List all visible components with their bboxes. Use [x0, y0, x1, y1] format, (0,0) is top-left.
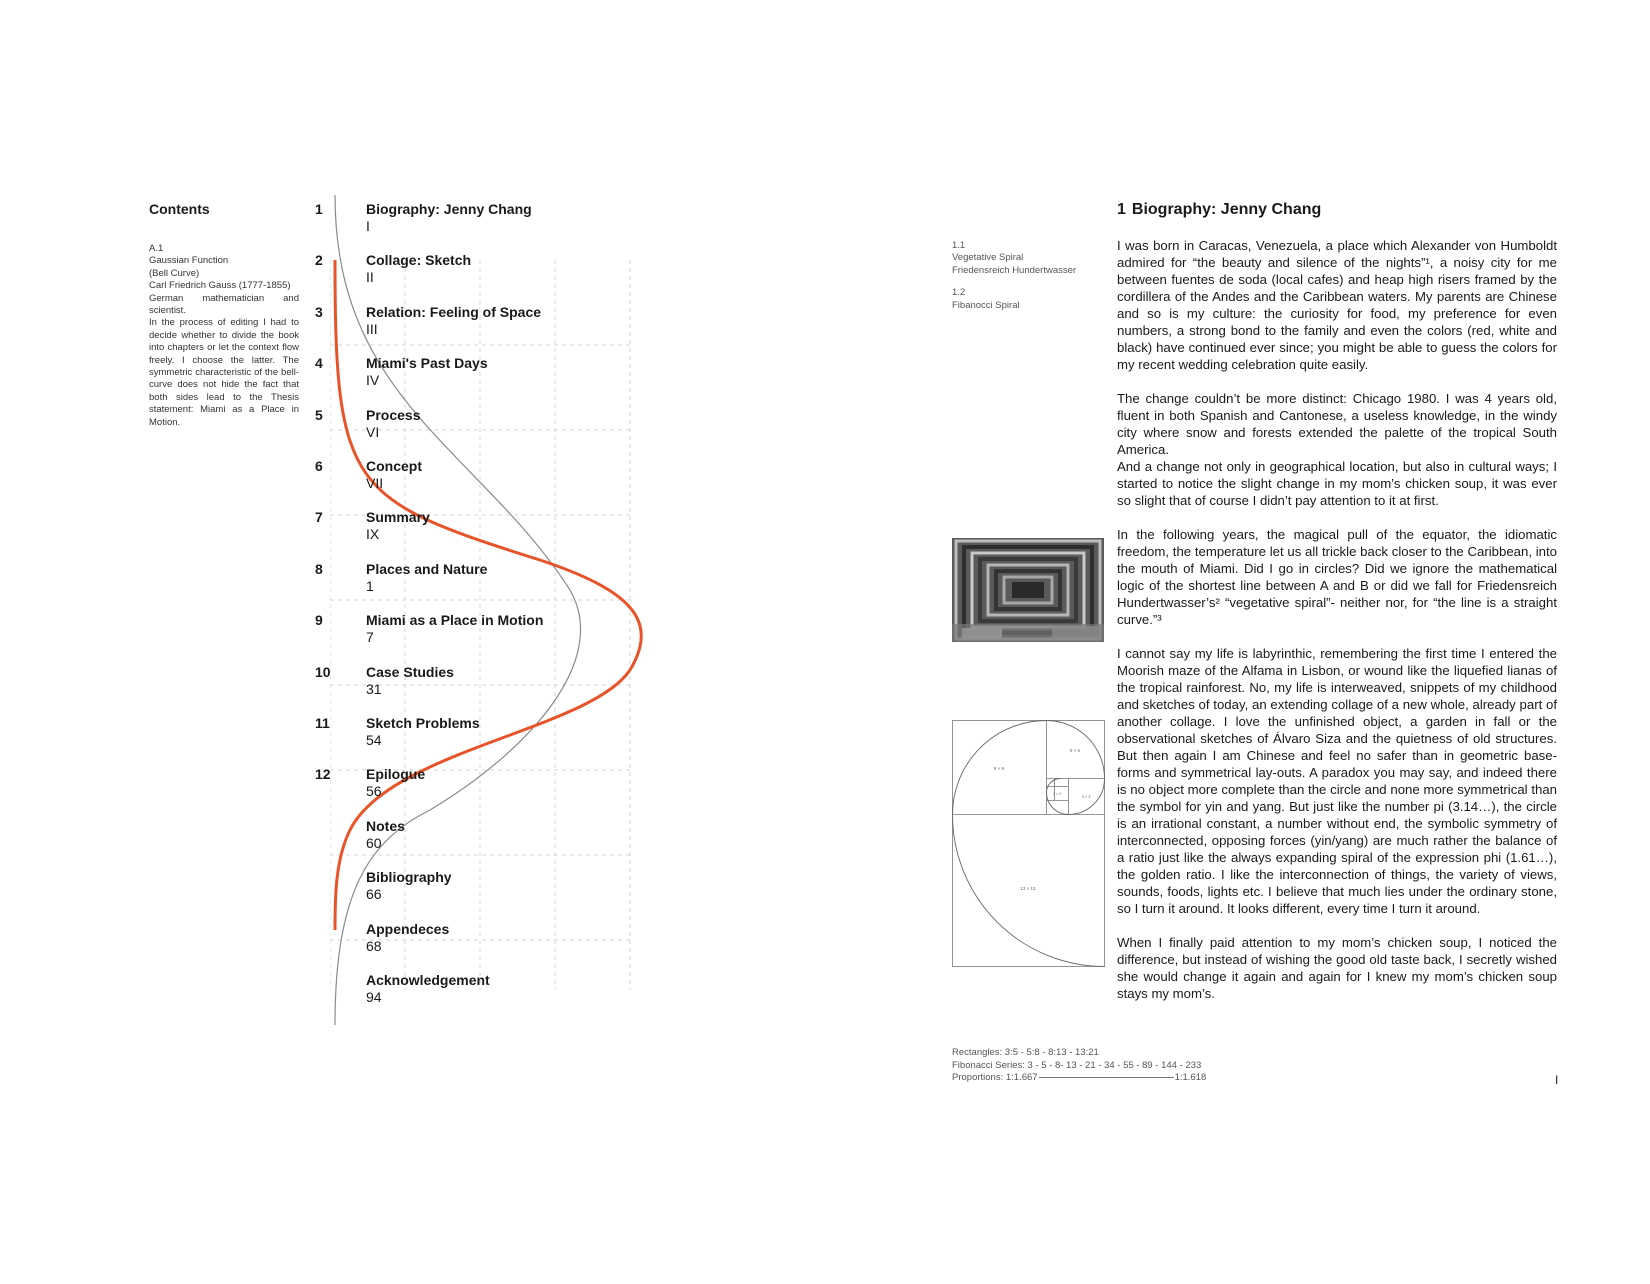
- paragraph: And a change not only in geographical location, but also in cultural ways; I started to notice the slight change in my mom’s chicken soup, it was ever so slight that of course I didn’t pay attention to it at first.: [1117, 459, 1557, 508]
- side-note-description: German mathematician and scientist.: [149, 292, 299, 317]
- toc-entry[interactable]: [0, 612, 825, 652]
- toc-entry[interactable]: [0, 201, 825, 241]
- paragraph: I cannot say my life is labyrinthic, remembering the first time I entered the Moorish maze of the Alfama in Lisbon, or wound like the liquefied lianas of the tropical rainforest. No, my life is interweaved, snippets of my childhood and sketches of today, an extending collage of a new whole, already part of another collage. I love the unfinished object, a garden in fall or the observational sketches of Álvaro Siza and the quietness of old structures. But then again I am Chinese and feel no safer than in geometric base-forms and symmetrical lay-outs. A paradox you may say, and indeed there is no object more complete than the circle and none more symmetrical than the symbol for yin and yang. But just like the number pi (3.14…), the circle is an irrational constant, a number without end, the symbolic symmetry of interconnected, opposing forces (yin/yang) are much rather the balance of a ratio just like the always expanding spiral of the expression phi (1.61…), the golden ratio. I like the interconnection of things, the variety of views, sounds, foods, lights etc. I believe that much lies under the ordinary stone, so I turn it around. It looks different, every time I turn it around.: [1117, 646, 1557, 916]
- toc-entry[interactable]: [0, 715, 825, 755]
- toc-title: Biography: Jenny Chang: [366, 201, 532, 217]
- toc-number: 3: [315, 303, 323, 320]
- proportions-end: 1:1.618: [1174, 1072, 1207, 1084]
- fib-label-3: 3 × 3: [1081, 794, 1091, 799]
- right-page: [825, 0, 1650, 1284]
- caption-code: 1.1: [952, 240, 966, 251]
- toc-number: 7: [315, 509, 323, 526]
- toc-title: Sketch Problems: [366, 715, 480, 731]
- toc-entry[interactable]: [0, 972, 825, 1012]
- toc-number: 4: [315, 355, 323, 372]
- toc-entry[interactable]: [0, 561, 825, 601]
- caption-line: Fibanocci Spiral: [952, 299, 1020, 311]
- toc-title: Concept: [366, 458, 422, 474]
- toc-entry[interactable]: [0, 304, 825, 344]
- series-note: Fibonacci Series: 3 - 5 - 8- 13 - 21 - 34 - 55 - 89 - 144 - 233: [952, 1059, 1202, 1071]
- toc-page-number: 1: [366, 577, 374, 594]
- side-note-person: Carl Friedrich Gauss (1777-1855): [149, 280, 291, 292]
- toc-number: 12: [315, 766, 331, 783]
- toc-number: 5: [315, 406, 323, 423]
- toc-entry[interactable]: [0, 509, 825, 549]
- toc-page-number: III: [366, 320, 378, 337]
- chapter-heading: [1117, 201, 1321, 219]
- toc-page-number: IX: [366, 526, 380, 543]
- toc-entry[interactable]: [0, 355, 825, 395]
- toc-page-number: VII: [366, 475, 384, 491]
- side-note-code: A.1: [149, 243, 164, 254]
- toc-entry[interactable]: [0, 252, 825, 292]
- toc-page-number: II: [366, 269, 374, 286]
- caption-line: Friedensreich Hundertwasser: [952, 264, 1077, 276]
- toc-entry[interactable]: [0, 458, 825, 498]
- toc-title: Notes: [366, 817, 405, 834]
- fib-label-2: 2 × 2: [1053, 792, 1061, 796]
- page-number: I: [1555, 1073, 1559, 1087]
- toc-number: 2: [315, 252, 323, 269]
- toc-title: Miami as a Place in Motion: [366, 612, 544, 629]
- caption-code: 1.2: [952, 287, 966, 299]
- toc-title: Summary: [366, 509, 430, 526]
- figure-caption-1-2: [952, 287, 1102, 312]
- toc-page-number: IV: [366, 372, 380, 389]
- figure-caption-1-1: [952, 240, 1102, 277]
- toc-title: Epilogue: [366, 766, 426, 783]
- fibonacci-footer-notes: [952, 1047, 1206, 1085]
- side-note-alt-name: (Bell Curve): [149, 267, 200, 279]
- toc-page-number: I: [366, 218, 370, 234]
- paragraph: I was born in Caracas, Venezuela, a place which Alexander von Humboldt admired for “the beauty and silence of the nights”¹, a noisy city for me between fuentes de soda (local cafes) and heap high risers framed by the cordillera of the Andes and the Caribbean waters. My parents are Chinese and so is my culture: the curiosity for food, my preference for even numbers, a strong bond to the family and even the colors (red, white and black) have continued ever since; you might be able to guess the colors for my recent wedding celebration quite easily.: [1117, 238, 1557, 372]
- toc-number: 8: [315, 560, 323, 577]
- toc-title: Bibliography: [366, 869, 452, 886]
- toc-entry[interactable]: [0, 664, 825, 704]
- toc-title: Places and Nature: [366, 560, 488, 577]
- toc-page-number: 56: [366, 783, 382, 800]
- toc-entry[interactable]: [0, 766, 825, 806]
- toc-entry[interactable]: [0, 921, 825, 961]
- fib-label-8: 8 × 8: [993, 766, 1005, 771]
- fibonacci-spiral-diagram: [952, 720, 1105, 967]
- paragraph: When I finally paid attention to my mom’s chicken soup, I noticed the difference, but instead of wishing the good old taste back, I secretly wished she would change it again and again for I knew my mom’s chicken soup stays my mom’s.: [1117, 935, 1557, 1001]
- caption-line: Vegetative Spiral: [952, 252, 1024, 264]
- proportions-label: Proportions: 1:1.667: [952, 1072, 1038, 1084]
- toc-title: Miami's Past Days: [366, 355, 488, 372]
- toc-number: 6: [315, 458, 323, 474]
- fibonacci-spiral-curve: [953, 721, 1105, 967]
- toc-page-number: 94: [366, 989, 382, 1005]
- toc-page-number: 31: [366, 680, 382, 697]
- side-note-name: Gaussian Function: [149, 255, 229, 267]
- toc-title: Appendeces: [366, 920, 450, 937]
- chapter-number: 1: [1117, 201, 1126, 218]
- toc-title: Collage: Sketch: [366, 252, 472, 269]
- toc-page-number: 66: [366, 886, 382, 903]
- rectangles-note: Rectangles: 3:5 - 5:8 - 8:13 - 13:21: [952, 1047, 1099, 1058]
- toc-number: 10: [315, 663, 331, 680]
- contents-title: Contents: [149, 201, 210, 217]
- proportions-note: [952, 1072, 1206, 1085]
- toc-entry[interactable]: [0, 869, 825, 909]
- paragraph: The change couldn’t be more distinct: Chicago 1980. I was 4 years old, fluent in both Spanish and Cantonese, a useless knowledge, in the windy city where snow and forests extended the palette of the tropical South America.: [1117, 391, 1557, 457]
- toc-page-number: 68: [366, 937, 382, 954]
- toc-title: Process: [366, 406, 421, 423]
- chapter-title: Biography: Jenny Chang: [1131, 201, 1322, 218]
- vegetative-spiral-photo: [952, 538, 1104, 642]
- toc-page-number: 60: [366, 834, 382, 851]
- toc-title: Case Studies: [366, 663, 454, 680]
- toc-entry[interactable]: [0, 818, 825, 858]
- toc-title: Relation: Feeling of Space: [366, 303, 542, 320]
- biography-body-text: [1117, 237, 1557, 1002]
- paragraph: In the following years, the magical pull of the equator, the idiomatic freedom, the temperature let us all trickle back closer to the Caribbean, into the mouth of Miami. Did I go in circles? Did we ignore the mathematical logic of the shortest line between A and B or did we fall for Friedensreich Hundertwasser’s² “vegetative spiral”- neither nor, for “the line is a straight curve.”³: [1117, 527, 1557, 627]
- toc-number: 9: [315, 612, 323, 629]
- toc-page-number: 7: [366, 629, 374, 646]
- toc-entry[interactable]: [0, 407, 825, 447]
- toc-number: 11: [315, 715, 330, 731]
- toc-page-number: 54: [366, 732, 382, 748]
- figure-captions: [952, 240, 1102, 322]
- fib-label-13: 13 × 13: [1020, 886, 1036, 891]
- proportions-line: [1039, 1077, 1174, 1078]
- toc-number: 1: [315, 201, 323, 217]
- side-note-commentary: In the process of editing I had to decide whether to divide the book into chapters or let the context flow freely. I choose the latter. The symmetric characteristic of the bell-curve does not hide the fact that both sides lead to the Thesis statement: Miami as a Place in Motion.: [149, 317, 299, 428]
- toc-title: Acknowledgement: [366, 972, 490, 988]
- fib-label-5: 5 × 5: [1069, 748, 1081, 753]
- toc-page-number: VI: [366, 423, 380, 440]
